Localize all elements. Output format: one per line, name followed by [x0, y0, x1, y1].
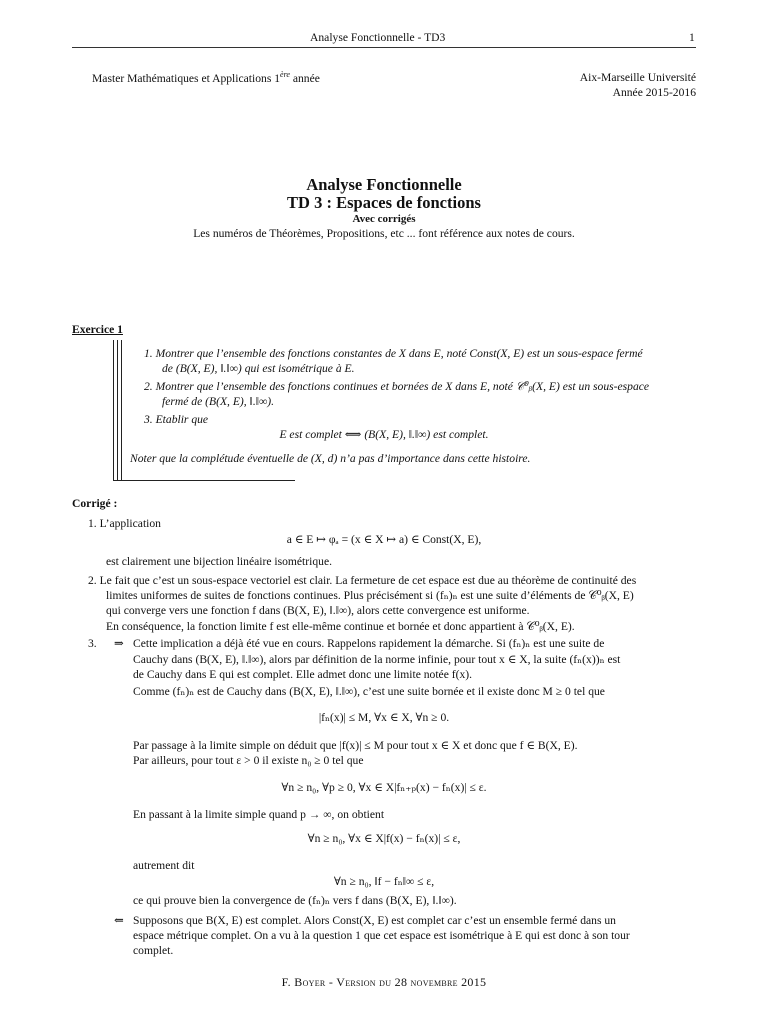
- corrige-3-line3: de Cauchy dans E qui est complet. Elle admet donc une limite notée f(x).: [133, 668, 473, 681]
- exercise-q2-line2: fermé de (B(X, E), ‖.‖∞).: [162, 395, 274, 408]
- exercise-border-2: [117, 340, 118, 480]
- course-label-sup: ère: [280, 70, 290, 79]
- corrige-3-number: 3.: [88, 637, 97, 650]
- header-rule: [72, 47, 696, 48]
- university-name: Aix-Marseille Université: [579, 71, 696, 84]
- doc-note: Les numéros de Théorèmes, Propositions, etc ... font référence aux notes de cours.: [193, 227, 575, 240]
- corrige-3-equation-4: ∀n ≥ n₀, ‖f − fₙ‖∞ ≤ ε,: [333, 875, 435, 888]
- implies-arrow: ⇒: [114, 637, 124, 650]
- exercise-border-3: [121, 340, 122, 480]
- running-header-title: Analyse Fonctionnelle - TD3: [310, 31, 446, 44]
- corrige-3-line5: Par passage à la limite simple on déduit que |f(x)| ≤ M pour tout x ∈ X et donc que f ∈ B(X, E).: [133, 739, 578, 752]
- implied-by-arrow: ⇐: [114, 914, 124, 927]
- corrige-1-line2: est clairement une bijection linéaire isométrique.: [106, 555, 332, 568]
- course-label-text: Master Mathématiques et Applications 1: [92, 71, 281, 85]
- exercise-q1-line2: de (B(X, E), ‖.‖∞) qui est isométrique à E.: [162, 362, 355, 375]
- corrige-3-equation-3: ∀n ≥ n₀, ∀x ∈ X|f(x) − fₙ(x)| ≤ ε,: [307, 832, 461, 845]
- corrige-3-line7: En passant à la limite simple quand p → ∞, on obtient: [133, 808, 385, 821]
- corrige-2-line3: qui converge vers une fonction f dans (B(X, E), ‖.‖∞), alors cette convergence est uniforme.: [106, 604, 530, 617]
- corrige-3-line9: ce qui prouve bien la convergence de (fₙ)ₙ vers f dans (B(X, E), ‖.‖∞).: [133, 894, 457, 907]
- corrige-3-line6: Par ailleurs, pour tout ε > 0 il existe n₀ ≥ 0 tel que: [133, 754, 364, 767]
- corrige-label: Corrigé :: [72, 497, 118, 510]
- doc-title: Analyse Fonctionnelle: [306, 175, 462, 194]
- corrige-2-line1: 2. Le fait que c’est un sous-espace vectoriel est clair. La fermeture de cet espace est due au théorème de continuité des: [88, 574, 637, 587]
- corrige-3-line1: Cette implication a déjà été vue en cours. Rappelons rapidement la démarche. Si (fₙ)ₙ est une suite de: [133, 637, 605, 650]
- corrige-3-line8: autrement dit: [133, 859, 195, 872]
- page-number: 1: [689, 31, 695, 44]
- exercise-label: Exercice 1: [72, 323, 123, 336]
- corrige-3-line12: complet.: [133, 944, 174, 957]
- exercise-q2-line1: 2. Montrer que l’ensemble des fonctions continues et bornées de X dans E, noté 𝒞⁰ᵦ(X, E) est un sous-espace: [144, 380, 650, 393]
- course-label: [92, 70, 320, 86]
- course-label-tail: année: [289, 71, 320, 85]
- doc-subtitle: TD 3 : Espaces de fonctions: [287, 193, 481, 212]
- corrige-1-equation: a ∈ E ↦ φₐ = (x ∈ X ↦ a) ∈ Const(X, E),: [286, 533, 482, 546]
- corrige-3-equation-2: ∀n ≥ n₀, ∀p ≥ 0, ∀x ∈ X|fₙ₊ₚ(x) − fₙ(x)| ≤ ε.: [281, 781, 487, 794]
- corrige-3-line4: Comme (fₙ)ₙ est de Cauchy dans (B(X, E), ‖.‖∞), c’est une suite bornée et il existe donc M ≥ 0 tel que: [133, 685, 605, 698]
- exercise-q1-line1: 1. Montrer que l’ensemble des fonctions constantes de X dans E, noté Const(X, E) est un sous-espace fermé: [144, 347, 643, 360]
- exercise-q3-line1: 3. Etablir que: [144, 413, 209, 426]
- exercise-border-bottom: [113, 480, 295, 481]
- exercise-note: Noter que la complétude éventuelle de (X, d) n’a pas d’importance dans cette histoire.: [130, 452, 531, 465]
- corrige-3-line11: espace métrique complet. On a vu à la question 1 que cet espace est isométrique à E qui est donc à son tour: [133, 929, 630, 942]
- corrige-3-equation-1: |fₙ(x)| ≤ M, ∀x ∈ X, ∀n ≥ 0.: [318, 711, 450, 724]
- corrige-2-line2: limites uniformes de suites de fonctions continues. Plus précisément si (fₙ)ₙ est une suite d’éléments de 𝒞⁰ᵦ(X, E): [106, 589, 634, 602]
- corrige-3-line10: Supposons que B(X, E) est complet. Alors Const(X, E) est complet car c’est un ensemble fermé dans un: [133, 914, 616, 927]
- corrige-3-line2: Cauchy dans (B(X, E), ‖.‖∞), alors par définition de la norme infinie, pour tout x ∈ X, la suite (fₙ(x))ₙ est: [133, 653, 621, 666]
- footer-author-version: F. Boyer - Version du 28 novembre 2015: [281, 975, 487, 989]
- university-block: [580, 70, 696, 101]
- academic-year: Année 2015-2016: [612, 86, 696, 100]
- exercise-q3-equation: E est complet ⟺ (B(X, E), ‖.‖∞) est complet.: [279, 428, 489, 441]
- title-block: [0, 176, 768, 242]
- corrige-1-line1: 1. L’application: [88, 517, 161, 530]
- corrige-2-line4: En conséquence, la fonction limite f est elle-même continue et bornée et donc appartient à 𝒞⁰ᵦ(X, E).: [106, 620, 575, 633]
- exercise-border-1: [113, 340, 114, 480]
- doc-with-corrections: Avec corrigés: [352, 213, 416, 225]
